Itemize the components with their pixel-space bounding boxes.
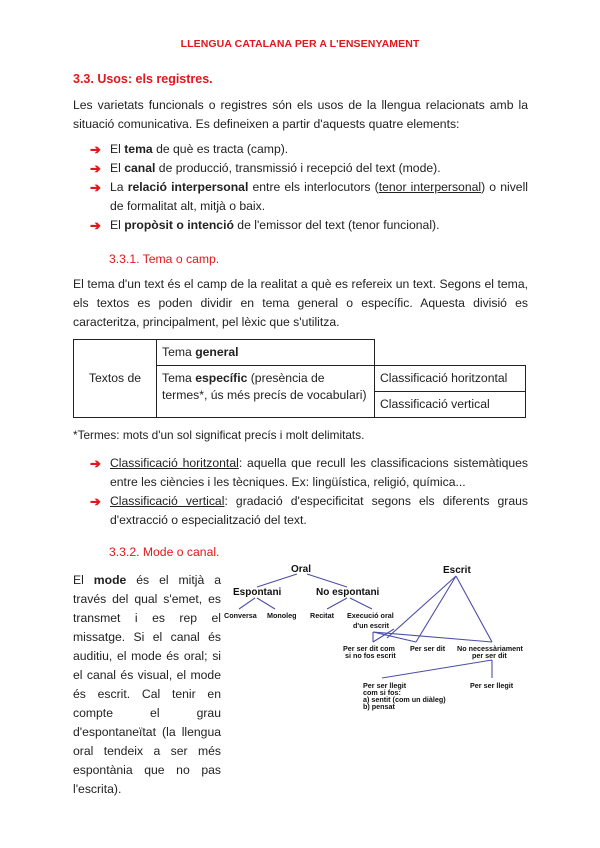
elements-list	[90, 140, 528, 235]
table-row-header: Textos de	[74, 340, 157, 418]
diagram-node-no-espontani: No espontani	[316, 587, 380, 598]
diagram-node-no-necessariament-2: per ser dit	[472, 651, 507, 660]
tema-paragraph: El tema d'un text és el camp de la realitat a què es refereix un text. Segons el tema, els textos es poden dividir en tema general o específic. Aquesta divisió es caracteritza, principalment, pel lèxic que s'utilitza.	[73, 277, 528, 329]
list-item: ➔ La relació interpersonal entre els interlocutors (tenor interpersonal) o nivell de formalitat alt, mitjà o baix.	[90, 180, 528, 213]
table-cell-general: Tema general	[157, 340, 375, 366]
arrow-right-icon: ➔	[90, 218, 101, 233]
list-item: ➔ El canal de producció, transmissió i recepció del text (mode).	[90, 161, 441, 176]
intro-paragraph: Les varietats funcionals o registres són els usos de la llengua relacionats amb la situació comunicativa. Es defineixen a partir d'aquests quatre elements:	[73, 98, 528, 131]
diagram-node-escrit: Escrit	[443, 565, 471, 576]
diagram-node-no-necessariament-1: No necessàriament	[457, 644, 523, 653]
diagram-node-per-ser-dit: Per ser dit	[410, 644, 446, 653]
subsection-title-tema: 3.3.1. Tema o camp.	[109, 252, 220, 266]
diagram-node-per-ser-llegit-com-3: a) sentit (com un diàleg)	[363, 695, 446, 704]
mode-paragraph: El mode és el mitjà a través del qual s'emet, es transmet i es rep el missatge. Si el canal és auditiu, el mode és oral; si el canal és visual, el mode és escrit. Cal tenir en compte el grau d'espontaneïtat (la llengua oral tendeix a ser més espontània que no pas l'escrita).	[73, 573, 221, 796]
list-item: ➔ Classificació vertical: gradació d'especificitat segons els diferents graus d'extracció o especialització del text.	[90, 494, 529, 527]
arrow-right-icon: ➔	[90, 180, 101, 195]
list-item: ➔ El tema de què es tracta (camp).	[90, 142, 289, 157]
list-item: ➔ Classificació horitzontal: aquella que recull les classificacions sistemàtiques entre les ciències i les tècniques. Ex: lingüística, religió, química...	[90, 456, 528, 489]
arrow-right-icon: ➔	[90, 494, 101, 509]
diagram-node-per-ser-llegit: Per ser llegit	[470, 681, 514, 690]
diagram-node-espontani: Espontani	[233, 587, 282, 598]
footnote: *Termes: mots d'un sol significat precís i molt delimitats.	[73, 428, 365, 442]
diagram-node-execucio-2: d'un escrit	[353, 621, 390, 630]
diagram-node-execucio-1: Execució oral	[347, 611, 394, 620]
subsection-title-mode: 3.3.2. Mode o canal.	[109, 545, 220, 559]
arrow-right-icon: ➔	[90, 142, 101, 157]
diagram-node-conversa: Conversa	[224, 611, 257, 620]
section-title: 3.3. Usos: els registres.	[73, 72, 213, 86]
table-cell-horitzontal: Classificació horitzontal	[375, 366, 526, 392]
diagram-node-per-ser-dit-com-1: Per ser dit com	[343, 644, 395, 653]
table-cell-vertical: Classificació vertical	[375, 392, 526, 418]
arrow-right-icon: ➔	[90, 456, 101, 471]
classification-list	[90, 454, 528, 530]
diagram-node-per-ser-llegit-com-1: Per ser llegit	[363, 681, 407, 690]
diagram-node-monoleg: Monoleg	[267, 611, 297, 620]
diagram-node-oral: Oral	[291, 564, 312, 575]
table-cell-specific: Tema específic (presència de termes*, ús més precís de vocabulari)	[157, 366, 375, 418]
list-item: ➔ El propòsit o intenció de l'emissor del text (tenor funcional).	[90, 218, 440, 233]
diagram-node-recitat: Recitat	[310, 611, 334, 620]
arrow-right-icon: ➔	[90, 161, 101, 176]
diagram-node-per-ser-llegit-com-2: com si fos:	[363, 688, 401, 697]
mode-diagram	[222, 562, 532, 732]
table-empty-cell	[375, 340, 526, 366]
diagram-node-per-ser-dit-com-2: si no fos escrit	[345, 651, 396, 660]
tema-table	[73, 339, 526, 418]
diagram-node-per-ser-llegit-com-4: b) pensat	[363, 702, 395, 711]
running-header: LLENGUA CATALANA PER A L'ENSENYAMENT	[180, 38, 420, 50]
